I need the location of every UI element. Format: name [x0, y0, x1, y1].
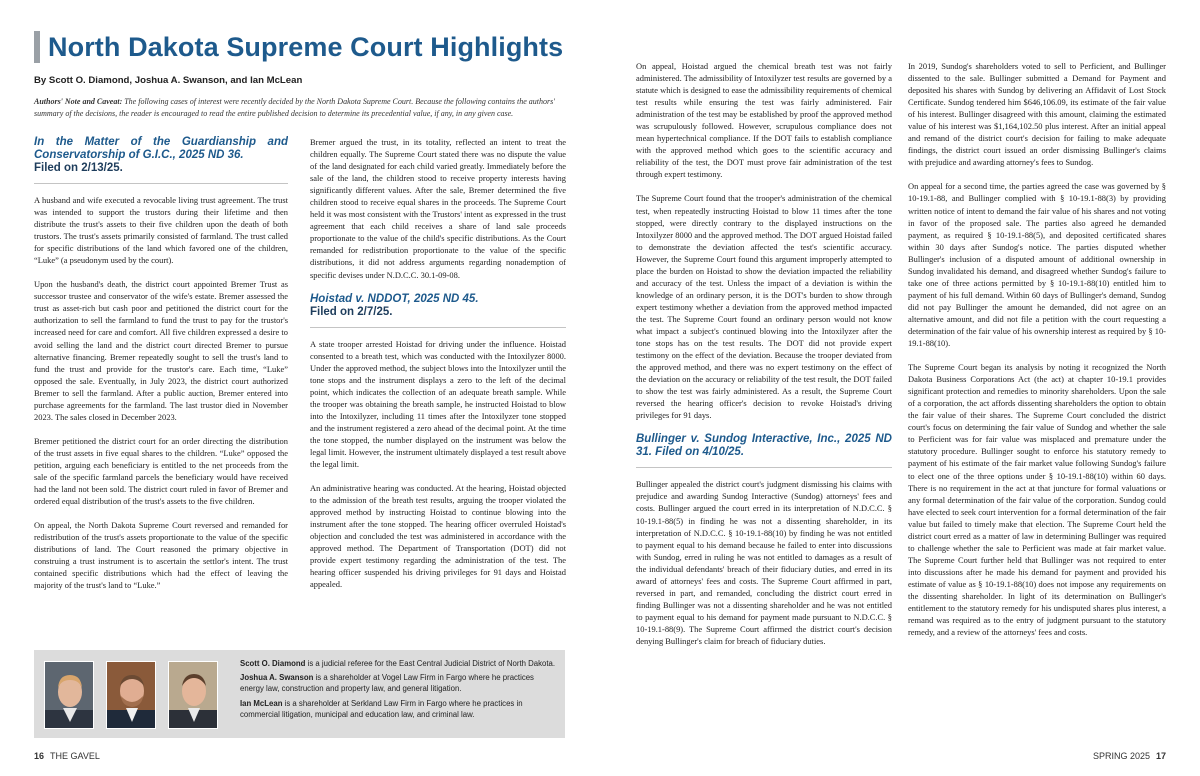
- author-photo-diamond: [44, 661, 94, 729]
- case-title-hoistad: Hoistad v. NDDOT, 2025 ND 45.: [310, 292, 479, 305]
- paragraph: Bremer argued the trust, in its totality, reflected an intent to treat the children equally. The Supreme Court stated there was no dispute the value of the land designated for each child varied greatly. Immediately before the sale of the land, the children stood to receive property interests having significantly different values. After the sale, Bremer determined the five children stood to receive equal shares in the proceeds. The Supreme Court held it was most consistent with the Trustors' intent as expressed in the trust agreement that each child receives a share of land sale proceeds proportionate to the value of the child's specific distributions. As the Court remanded for redistribution proportionate to the value of the specific distributions, it did not address arguments regarding nonademption of specific devises under N.D.C.C. 30.1-09-08.: [310, 137, 566, 280]
- case-title-bullinger: Bullinger v. Sundog Interactive, Inc., 2025 ND 31. Filed on 4/10/25.: [636, 433, 892, 459]
- page-number-right: 17: [1155, 751, 1166, 761]
- article-column-4: [908, 60, 1166, 736]
- bio-name: Scott O. Diamond: [240, 659, 306, 668]
- paragraph: On appeal, the North Dakota Supreme Court reversed and remanded for redistribution of the trust's assets proportionate to the value of the specific distributions of land. The Court reasoned the primary objective in construing a trust instrument is to ascertain the settlor's intent. The trust contained specific distributions which had the effect of leaving the majority of the trust's land to “Luke.”: [34, 520, 288, 591]
- article-column-1: [34, 136, 288, 638]
- page-title-block: [34, 30, 563, 64]
- authors-note-text: The following cases of interest were recently decided by the North Dakota Supreme Court. Because the following contains the authors' summary of the decisions, the reader is encouraged to read the entire published decision to determine its precedential value, if any, in any given case.: [34, 97, 555, 118]
- author-bio-box: [34, 650, 565, 738]
- paragraph: Upon the husband's death, the district court appointed Bremer Trust as successor trustee and conservator of the wife's estate. Bremer assessed the trust as asset-rich but cash poor and petitioned the district court for the authorization to sell the farmland to fund the trust to pay for the trustor's increased need for care and comfort. All five children expressed a desire to avoid selling the land and the district court directed Bremer to pursue alternative financing. Bremer repeatedly sought to sell the trust's land to fund the trust and provide for the trustor's care. Each time, “Luke” opposed the sale. Eventually, in July 2023, the district court authorized Bremer to sell the farmland. After a public auction, Bremer entered into purchase agreements for the farmland. The last trustor died in November 2023. The sales closed in December 2023.: [34, 279, 288, 422]
- paragraph: A state trooper arrested Hoistad for driving under the influence. Hoistad consented to a breath test, which was conducted with the Intoxilyzer 8000. Under the approved method, the subject blows into the Intoxilyzer until the tone stops and the instrument displays a zero to the left of the decimal point, which indicates the collection of an adequate breath sample. While the trooper was obtaining the breath sample, he instructed Hoistad to blow into the Intoxilyzer, including 11 times after the Intoxilyzer tone stopped and the instrument registered a zero ahead of the decimal point. At the time the tone stopped, the number displayed on the instrument was below the legal limit. However, the instrument ultimately displayed a test result above the legal limit.: [310, 338, 566, 470]
- page-number-left: 16: [34, 751, 45, 761]
- folio-left: [34, 751, 100, 761]
- paragraph: Bullinger appealed the district court's judgment dismissing his claims with prejudice and awarding Sundog Interactive (Sundog) attorneys' fees and costs. Bullinger argued the court erred in its interpretation of N.D.C.C. § 10-19.1-88(5) in finding he was not a dissenting shareholder, in its interpretation of N.D.C.C. § 10-19.1-88(10) by finding he was not entitled to payment equal to his demand because he failed to enter into discussions with Sundog, erred in ruling he was not entitled to damages as a result of the individual defendants' breach of their fiduciary duties, and erred in its award of attorneys' fees and costs. The Supreme Court affirmed in part, reversed in part, and remanded, concluding the district court erred in finding Bullinger was not a dissenting shareholder and he was not entitled to payment equal to his demand for payment made pursuant to N.D.C.C. § 10-19.1-88(9). The Supreme Court affirmed the district court's decision denying Bullinger's claim for breach of fiduciary duties.: [636, 479, 892, 646]
- paragraph: An administrative hearing was conducted. At the hearing, Hoistad objected to the admission of the breath test results, arguing the trooper violated the approved method by instructing Hoistad to continue blowing into the instrument after the tone stopped. The hearing officer overruled Hoistad's objection and concluded the test was administered in accordance with the approved method. The Department of Transportation (DOT) did not provide expert testimony regarding the administration of the test. The hearing officer suspended his driving privileges for 91 days and Hoistad appealed.: [310, 483, 566, 590]
- paragraph: A husband and wife executed a revocable living trust agreement. The trust was intended to support the trustors during their lifetime and then distribute the trust's assets to their five children upon the death of both trustors. The trust's assets primarily consisted of farmland. The trust called for specific distributions of the land which favored one of the children, “Luke” (a pseudonym used by the court).: [34, 195, 288, 266]
- paragraph: The Supreme Court began its analysis by noting it recognized the North Dakota Business Corporations Act (the act) at chapter 10-19.1 provides significant protection and remedies to minority shareholders. Upon the sale of a corporation, the act affords dissenting shareholders the option to obtain the fair value of their shares. The Supreme Court concluded the district court's focus on determining the fair value of Sundog and whether the sale to Perficient was for fair value was misplaced and premature under the statutory procedure. Bullinger sought to enforce his statutory remedy to payment of his estimate of the fair market value following Sundog's failure to elect one of the three options under § 10-19.1-88(10) within 60 days. There is no requirement in the act at that juncture for formal valuations or any formal determination of the fair value of the corporation. Sundog could have elected to seek court intervention for a formal determination of the fair value but failed to timely make that election. The Supreme Court held the district court erred as a matter of law in determining Bullinger was required to challenge whether the sale to Perficient was made at fair market value. The Supreme Court further held that Bullinger was not required to enter into discussions after he made his demand for payment and provided his estimate of value as § 10-19.1-88(10) does not impose any requirements on the dissenting shareholder. In light of its determination on Bullinger's entitlement to the statutory remedy for his undisputed shares plus interest, a remand was required as to the entry of judgment pursuant to the statutory remedy, and a review of the attorneys' fees and costs.: [908, 362, 1166, 638]
- case-filed-gic: Filed on 2/13/25.: [34, 162, 123, 174]
- title-accent-bar: [34, 31, 40, 63]
- authors-note-lead: Authors' Note and Caveat:: [34, 97, 123, 106]
- case-heading-bullinger: [636, 433, 892, 468]
- bio-text: is a shareholder at Serkland Law Firm in Fargo where he practices in commercial litigation, municipal and education law, and criminal law.: [240, 698, 523, 719]
- bio-name: Joshua A. Swanson: [240, 673, 314, 683]
- page-title: North Dakota Supreme Court Highlights: [48, 31, 564, 62]
- case-heading-gic: [34, 136, 288, 184]
- paragraph: Bremer petitioned the district court for an order directing the distribution of the trust assets in five equal shares to the children. “Luke” opposed the petition, arguing each beneficiary is entitled to the net proceeds from the sale of the specific farmland parcels the beneficiary would have received had the land not been sold. The district court ruled in favor of Bremer and ordered equal distribution of the trust's assets to the five children.: [34, 435, 288, 507]
- bio-swanson: [240, 672, 558, 694]
- paragraph: The Supreme Court found that the trooper's administration of the chemical test, when repeatedly instructing Hoistad to blow 11 times after the tone stopped, were directly contrary to the displayed instructions on the Intoxilyzer 8000 and the approved method. The DOT argued Hoistad failed to demonstrate the deviation affected the test's scientific accuracy. However, the Supreme Court found this argument improperly attempted to place the burden on Hoistad to show the deviation impacted the reliability and accuracy of the test. Unless the impact of a deviation is within the knowledge of an ordinary person, it is the DOT's burden to show through expert testimony whether a deviation from the approved method impacted the test. The Supreme Court found an ordinary person would not know what impact a subject's continued blowing into the Intoxilyzer after the tone stops has on the test results. The DOT did not provide expert testimony on the effect of the deviation. Because the trooper deviated from the approved method, and there was no expert testimony on the effect of the deviation on the accuracy or reliability of the test result, the DOT failed to show the test was fairly administered. As a result, the Supreme Court reversed the hearing officer's decision to revoke Hoistad's driving privileges for 91 days.: [636, 193, 892, 421]
- issue-name: SPRING 2025: [1092, 751, 1150, 761]
- author-photo-swanson: [106, 661, 156, 729]
- article-column-2: [310, 136, 566, 638]
- bio-text: is a shareholder at Vogel Law Firm in Fargo where he practices energy law, construction and property law, and general litigation.: [240, 673, 534, 694]
- publication-name: THE GAVEL: [50, 751, 100, 761]
- paragraph: On appeal, Hoistad argued the chemical breath test was not fairly administered. The admissibility of Intoxilyzer test results are governed by a statute which is designed to ease the admissibility requirements of chemical test results while ensuring the test was fairly administered. Fair administration of the test may be established by proof the approved method was scrupulously followed. However, scrupulous compliance does not mean hypertechnical compliance. If the DOT fails to establish compliance with the approved method which goes to the scientific accuracy and reliability of the test, the DOT must prove fair administration of the test through expert testimony.: [636, 61, 892, 180]
- folio-right: [1093, 751, 1166, 761]
- bio-diamond: [240, 658, 558, 669]
- authors-note: [34, 96, 566, 120]
- article-column-3: [636, 60, 892, 724]
- bio-mclean: [240, 698, 558, 720]
- bio-text: is a judicial referee for the East Central Judicial District of North Dakota.: [305, 659, 556, 668]
- author-bios: [240, 658, 558, 723]
- author-photo-mclean: [168, 661, 218, 729]
- case-filed-hoistad: Filed on 2/7/25.: [310, 305, 393, 318]
- paragraph: On appeal for a second time, the parties agreed the case was governed by § 10-19.1-88, and Bullinger complied with § 10-19.1-88(3) by providing written notice of intent to demand the fair value of his shares and not voting in favor of the proposed sale. The parties also agreed he demanded payment, as required § 10-19.1-88(5), and deposited certificated shares within 30 days after Sundog's notice. The parties disputed whether Bullinger's inclusion of a disputed amount of additional ownership in Sundog invalidated his demand, and disagreed whether Sundog's failure to take one of three actions permitted by § 10-19.1-88(10) entitled him to payment of his full demand. Within 60 days of Bullinger's demand, Sundog did not pay Bullinger the amount he demanded, did not agree on an alternative amount, and did not file a petition with the court requesting a determination of the fair value of his ownership interest as required by § 10-19.1-88(10).: [908, 181, 1166, 349]
- right-page: [600, 0, 1200, 776]
- case-heading-hoistad: [310, 293, 566, 328]
- case-title-gic: In the Matter of the Guardianship and Conservatorship of G.I.C., 2025 ND 36.: [34, 136, 288, 161]
- byline: By Scott O. Diamond, Joshua A. Swanson, and Ian McLean: [34, 75, 303, 86]
- paragraph: In 2019, Sundog's shareholders voted to sell to Perficient, and Bullinger dissented to the sale. Bullinger submitted a Demand for Payment and deposited his shares with Sundog by delivering an Affidavit of Lost Stock Certificate. Sundog tendered him $646,106.09, its estimate of the fair value of his interest. Bullinger disagreed with this amount, claiming the estimated value of his interest was $1,164,102.50 plus interest. After an initial appeal and remand of the district court's decision for failing to make adequate findings, the district court issued an order dismissing Bullinger's claims with prejudice and awarding attorney's fees to Sundog.: [908, 61, 1166, 168]
- bio-name: Ian McLean: [240, 698, 283, 708]
